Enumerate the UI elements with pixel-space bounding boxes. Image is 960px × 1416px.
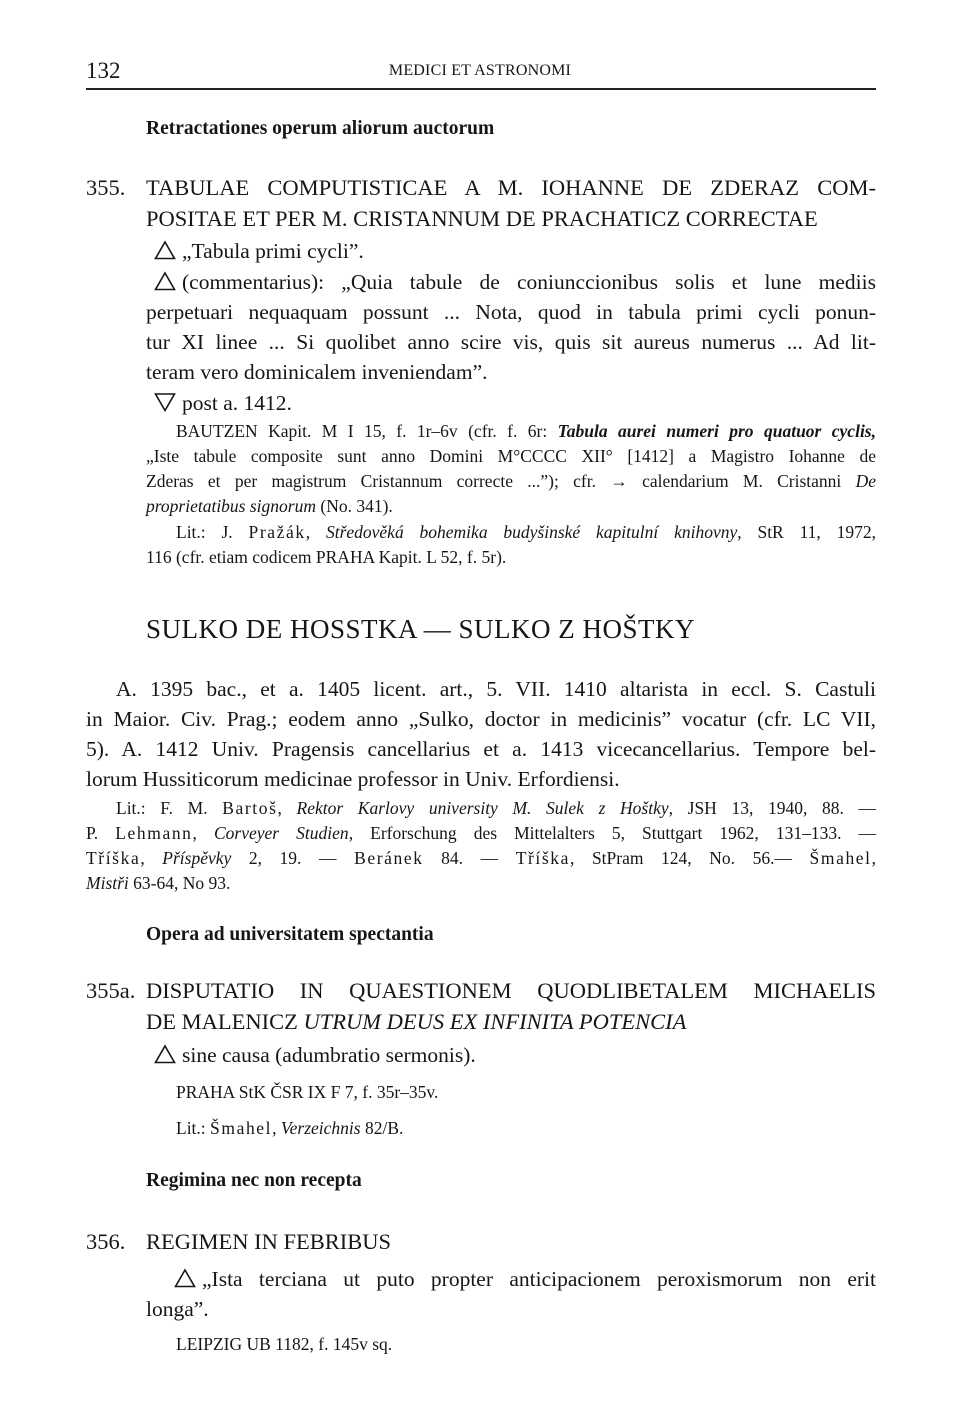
page-number: 132 (86, 58, 121, 83)
entry-title-line: POSITAE ET PER M. CRISTANNUM DE PRACHATICZ CORRECTAE (146, 206, 818, 231)
manuscript-line: BAUTZEN Kapit. M I 15, f. 1r–6v (cfr. f. 6r: Tabula aurei numeri pro quatuor cyclis, (176, 421, 876, 441)
incipit-line: longa”. (146, 1297, 209, 1321)
date-line (154, 388, 876, 418)
manuscript-line: „Iste tabule composite sunt anno Domini M°CCCC XII° [1412] a Magistro Iohanne de (146, 446, 876, 466)
commentary-line: teram vero dominicalem inveniendam”. (146, 360, 488, 384)
entry-355a-incipit (154, 1040, 876, 1070)
author-biography (86, 674, 876, 794)
literature-line: Lit.: J. Pražák, Středověká bohemika budyšinské kapitulní knihovny, StR 11, 1972, (176, 522, 877, 542)
entry-title-line: DISPUTATIO IN QUAESTIONEM QUODLIBETALEM MICHAELIS (146, 978, 876, 1003)
commentary-text: (commentarius): „Quia tabule de coniunccionibus solis et lune mediis (182, 270, 876, 294)
entry-355-body (146, 236, 876, 418)
entry-title-line: REGIMEN IN FEBRIBUS (146, 1229, 392, 1254)
entry-356-incipit (146, 1264, 876, 1324)
triangle-up-icon (154, 236, 178, 266)
section-heading-retractationes: Retractationes operum aliorum auctorum (146, 118, 495, 139)
incipit-text: „Tabula primi cycli”. (182, 239, 364, 263)
entry-355a-title (86, 975, 876, 1037)
section-heading-opera: Opera ad universitatem spectantia (146, 924, 434, 945)
manuscript-line: Zderas et per magistrum Cristannum correcte ...”); cfr. → calendarium M. Cristanni De (146, 471, 876, 491)
biography-line: 5). A. 1412 Univ. Pragensis cancellarius et a. 1413 vicecancellarius. Tempore bel- (86, 737, 876, 761)
triangle-down-icon (154, 388, 178, 418)
date-text: post a. 1412. (182, 391, 292, 415)
incipit-text: sine causa (adumbratio sermonis). (182, 1043, 476, 1067)
incipit-line (154, 236, 876, 266)
triangle-up-icon (154, 1040, 178, 1070)
incipit-line (174, 1264, 876, 1294)
entry-356-manuscript: LEIPZIG UB 1182, f. 145v sq. (176, 1334, 393, 1354)
entry-355a-literature: Lit.: Šmahel, Verzeichnis 82/B. (176, 1118, 404, 1138)
author-name: SULKO DE HOSSTKA — SULKO Z HOŠTKY (146, 614, 696, 644)
section-heading-regimina: Regimina nec non recepta (146, 1170, 362, 1191)
incipit-text: „Ista terciana ut puto propter anticipacionem peroxismorum non erit (202, 1267, 876, 1291)
biography-line: A. 1395 bac., et a. 1405 licent. art., 5. VII. 1410 altarista in eccl. S. Castuli (116, 677, 876, 701)
triangle-up-icon (174, 1264, 198, 1294)
entry-number: 355. (86, 175, 126, 200)
entry-356-title (86, 1226, 876, 1257)
entry-title-line: DE MALENICZ UTRUM DEUS EX INFINITA POTENCIA (146, 1009, 687, 1034)
biography-line: in Maior. Civ. Prag.; eodem anno „Sulko, doctor in medicinis” vocatur (cfr. LC VII, (86, 707, 876, 731)
entry-355a-manuscript: PRAHA StK ČSR IX F 7, f. 35r–35v. (176, 1082, 439, 1102)
literature-line: Mistři 63-64, No 93. (86, 873, 231, 893)
literature-line: Tříška, Příspěvky 2, 19. — Beránek 84. — Tříška, StPram 124, No. 56.— Šmahel, (86, 848, 877, 868)
running-title: MEDICI ET ASTRONOMI (388, 62, 572, 79)
literature-line: P. Lehmann, Corveyer Studien, Erforschung des Mittelalters 5, Stuttgart 1962, 131–133. — (86, 823, 877, 843)
entry-355-title (86, 172, 876, 234)
entry-number: 355a. (86, 978, 136, 1003)
biography-line: lorum Hussiticorum medicinae professor in Univ. Erfordiensi. (86, 767, 620, 791)
entry-number: 356. (86, 1229, 126, 1254)
header-rule (86, 88, 876, 90)
author-literature (86, 796, 876, 896)
triangle-up-icon (154, 267, 178, 297)
entry-355-manuscripts (146, 419, 876, 570)
commentary-line: perpetuari nequaquam possunt ... Nota, quod in tabula primi cycli ponun- (146, 300, 876, 324)
manuscript-line: proprietatibus signorum (No. 341). (146, 496, 393, 516)
entry-title-line: TABULAE COMPUTISTICAE A M. IOHANNE DE ZDERAZ COM- (146, 175, 876, 200)
commentary-line (154, 267, 876, 297)
literature-line: Lit.: F. M. Bartoš, Rektor Karlovy university M. Sulek z Hoštky, JSH 13, 1940, 88. — (116, 798, 876, 818)
literature-line: 116 (cfr. etiam codicem PRAHA Kapit. L 52, f. 5r). (146, 547, 507, 567)
commentary-line: tur XI linee ... Si quolibet anno scire vis, quis sit aureus numerus ... Ad lit- (146, 330, 876, 354)
